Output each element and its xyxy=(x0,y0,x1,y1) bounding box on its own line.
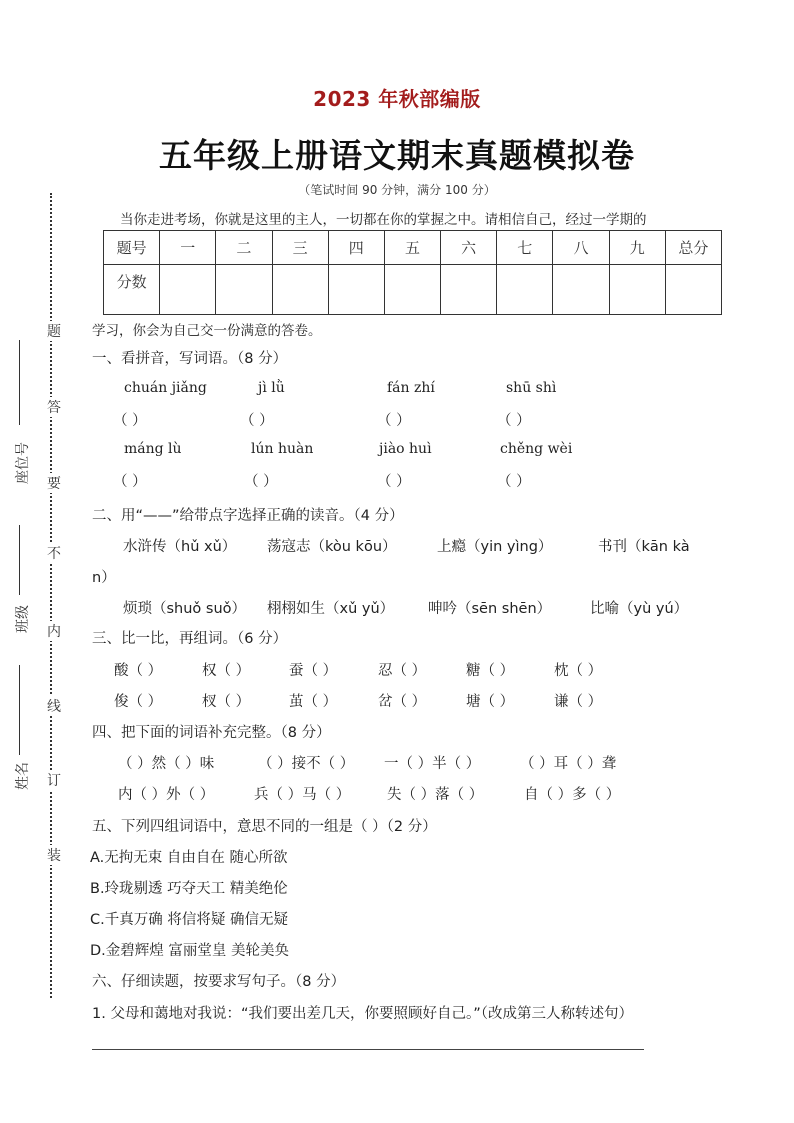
section2-heading: 二、用“——”给带点字选择正确的读音。（4 分） xyxy=(92,508,404,524)
option-c[interactable]: C.千真万确 将信将疑 确信无疑 xyxy=(90,912,288,928)
pinyin: máng lù xyxy=(124,441,182,457)
compare-item[interactable]: 茧（ ） xyxy=(289,694,338,710)
binding-char: 题 xyxy=(46,321,62,341)
score-cell: 六 xyxy=(441,231,497,265)
score-input-cell[interactable] xyxy=(216,265,272,315)
compare-item[interactable]: 塘（ ） xyxy=(466,694,515,710)
page-title: 五年级上册语文期末真题模拟卷 xyxy=(159,136,635,175)
answer-paren[interactable]: （ ） xyxy=(377,413,411,429)
edition-label: 2023 年秋部编版 xyxy=(313,87,481,111)
score-input-cell[interactable] xyxy=(609,265,665,315)
binding-char: 不 xyxy=(46,543,62,563)
reading-choice[interactable]: 书刊（kān kà xyxy=(598,539,690,555)
answer-paren[interactable]: （ ） xyxy=(497,413,531,429)
reading-choice[interactable]: 比喻（yù yú） xyxy=(590,601,689,617)
idiom-blank[interactable]: 内（ ）外（ ） xyxy=(118,787,215,803)
compare-item[interactable]: 俊（ ） xyxy=(114,694,163,710)
compare-item[interactable]: 枕（ ） xyxy=(554,663,603,679)
score-cell: 题号 xyxy=(104,231,160,265)
idiom-blank[interactable]: （ ）然（ ）味 xyxy=(118,756,215,772)
compare-item[interactable]: 糖（ ） xyxy=(466,663,515,679)
name-blank[interactable] xyxy=(19,665,20,755)
score-input-cell[interactable] xyxy=(497,265,553,315)
binding-char: 订 xyxy=(46,770,62,790)
seat-number-label: 座位号 xyxy=(15,442,31,484)
exam-note: （笔试时间 90 分钟，满分 100 分） xyxy=(298,183,496,197)
score-table-header-row xyxy=(104,231,722,265)
option-a[interactable]: A.无拘无束 自由自在 随心所欲 xyxy=(90,850,288,866)
reading-choice[interactable]: 上瘾（yin yìng） xyxy=(437,539,553,555)
score-cell: 八 xyxy=(553,231,609,265)
pinyin: shū shì xyxy=(506,380,557,396)
reading-choice[interactable]: 水浒传（hǔ xǔ） xyxy=(123,539,237,555)
idiom-blank[interactable]: （ ）耳（ ）聋 xyxy=(520,756,617,772)
answer-line[interactable] xyxy=(92,1049,644,1050)
idiom-blank[interactable]: （ ）接不（ ） xyxy=(258,756,355,772)
pinyin: fán zhí xyxy=(387,380,435,396)
score-cell: 一 xyxy=(160,231,216,265)
score-cell: 九 xyxy=(609,231,665,265)
binding-char: 线 xyxy=(46,696,62,716)
score-cell: 三 xyxy=(272,231,328,265)
reading-choice[interactable]: 呻吟（sēn shēn） xyxy=(428,601,552,617)
compare-item[interactable]: 忍（ ） xyxy=(378,663,427,679)
answer-paren[interactable]: （ ） xyxy=(113,413,147,429)
section6-heading: 六、仔细读题，按要求写句子。（8 分） xyxy=(92,974,346,990)
pinyin: lún huàn xyxy=(251,441,314,457)
compare-item[interactable]: 酸（ ） xyxy=(114,663,163,679)
answer-paren[interactable]: （ ） xyxy=(244,474,278,490)
score-table xyxy=(103,230,722,315)
idiom-blank[interactable]: 兵（ ）马（ ） xyxy=(254,787,351,803)
score-input-cell[interactable] xyxy=(553,265,609,315)
score-row-label: 分数 xyxy=(104,265,160,315)
idiom-blank[interactable]: 自（ ）多（ ） xyxy=(524,787,621,803)
score-input-cell[interactable] xyxy=(272,265,328,315)
score-input-cell[interactable] xyxy=(441,265,497,315)
binding-char: 要 xyxy=(46,473,62,493)
reading-choice[interactable]: 栩栩如生（xǔ yǔ） xyxy=(267,601,395,617)
pinyin: jiào huì xyxy=(379,441,432,457)
answer-paren[interactable]: （ ） xyxy=(377,474,411,490)
compare-item[interactable]: 权（ ） xyxy=(202,663,251,679)
section5-heading: 五、下列四组词语中，意思不同的一组是（ ）（2 分） xyxy=(92,819,437,835)
name-label: 姓名 xyxy=(15,762,31,790)
section3-heading: 三、比一比，再组词。（6 分） xyxy=(92,631,288,647)
option-d[interactable]: D.金碧辉煌 富丽堂皇 美轮美奂 xyxy=(90,943,289,959)
compare-item[interactable]: 岔（ ） xyxy=(378,694,427,710)
idiom-blank[interactable]: 一（ ）半（ ） xyxy=(384,756,481,772)
compare-item[interactable]: 谦（ ） xyxy=(554,694,603,710)
pinyin: chuán jiǎng xyxy=(124,380,207,396)
section1-heading: 一、看拼音，写词语。（8 分） xyxy=(92,351,288,367)
pinyin: jì lǜ xyxy=(258,380,285,396)
compare-item[interactable]: 杈（ ） xyxy=(202,694,251,710)
reading-choice[interactable]: 烦琐（shuǒ suǒ） xyxy=(123,601,247,617)
answer-paren[interactable]: （ ） xyxy=(240,413,274,429)
score-table-score-row xyxy=(104,265,722,315)
score-cell: 七 xyxy=(497,231,553,265)
answer-paren[interactable]: （ ） xyxy=(497,474,531,490)
score-input-cell[interactable] xyxy=(384,265,440,315)
option-b[interactable]: B.玲珑剔透 巧夺天工 精美绝伦 xyxy=(90,881,288,897)
answer-paren[interactable]: （ ） xyxy=(113,474,147,490)
seat-number-blank[interactable] xyxy=(19,340,20,425)
reading-choice-wrap: n） xyxy=(92,570,116,586)
score-cell: 总分 xyxy=(665,231,721,265)
idiom-blank[interactable]: 失（ ）落（ ） xyxy=(387,787,484,803)
score-input-cell[interactable] xyxy=(665,265,721,315)
score-input-cell[interactable] xyxy=(160,265,216,315)
question-6-1: 1. 父母和蔼地对我说：“我们要出差几天，你要照顾好自己。”（改成第三人称转述句） xyxy=(92,1006,633,1022)
score-input-cell[interactable] xyxy=(328,265,384,315)
section4-heading: 四、把下面的词语补充完整。（8 分） xyxy=(92,725,331,741)
pinyin: chěng wèi xyxy=(500,441,573,457)
binding-dotted-line xyxy=(50,193,52,998)
class-label: 班级 xyxy=(15,605,31,633)
score-cell: 五 xyxy=(384,231,440,265)
score-cell: 四 xyxy=(328,231,384,265)
class-blank[interactable] xyxy=(19,525,20,595)
compare-item[interactable]: 蚕（ ） xyxy=(289,663,338,679)
intro-text-line2: 学习，你会为自己交一份满意的答卷。 xyxy=(92,323,322,339)
score-cell: 二 xyxy=(216,231,272,265)
binding-char: 内 xyxy=(46,621,62,641)
intro-text-line1: 当你走进考场，你就是这里的主人，一切都在你的掌握之中。请相信自己，经过一学期的 xyxy=(120,212,647,228)
binding-char: 答 xyxy=(46,397,62,417)
reading-choice[interactable]: 荡寇志（kòu kōu） xyxy=(267,539,397,555)
binding-char: 装 xyxy=(46,845,62,865)
